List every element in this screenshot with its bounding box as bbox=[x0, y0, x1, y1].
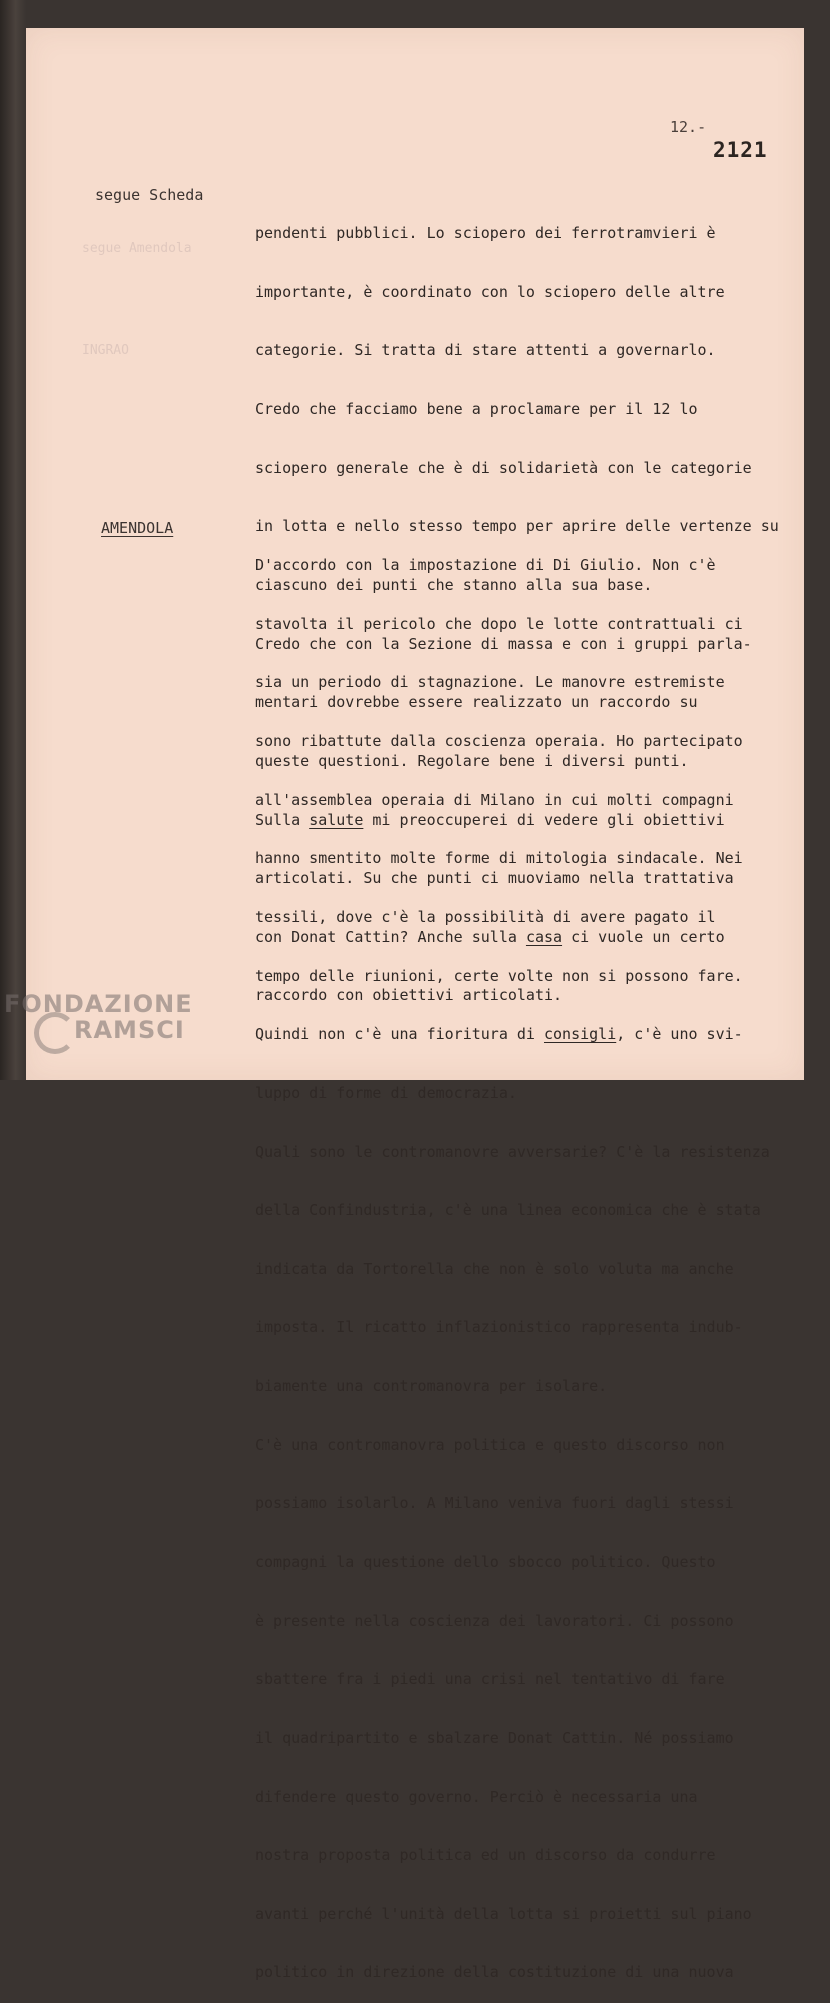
text-line: categorie. Si tratta di stare attenti a governarlo. bbox=[255, 341, 716, 360]
text-line: biamente una contromanovra per isolare. bbox=[255, 1377, 608, 1396]
text-line: Quali sono le contromanovre avversarie? C'è la resistenza bbox=[255, 1142, 770, 1161]
text-line: pendenti pubblici. Lo sciopero dei ferrotramvieri è bbox=[255, 224, 716, 243]
document-number: 2121 bbox=[713, 138, 768, 162]
text-line: in lotta e nello stesso tempo per aprire delle vertenze su bbox=[255, 517, 779, 536]
text-line: della Confindustria, c'è una linea economica che è stata bbox=[255, 1201, 761, 1220]
text-line: luppo di forme di democrazia. bbox=[255, 1083, 517, 1102]
page-number: 12.- bbox=[670, 118, 707, 136]
underlined-word: consigli bbox=[543, 1025, 617, 1044]
text-line: politico in direzione della costituzione di una nuova bbox=[255, 1963, 734, 1982]
watermark-line-2: RAMSCI bbox=[74, 1016, 185, 1044]
text-line: imposta. Il ricatto inflazionistico rappresenta indub- bbox=[255, 1318, 743, 1337]
text-line: tempo delle riunioni, certe volte non si possono fare. bbox=[255, 966, 743, 985]
text-line: importante, è coordinato con lo sciopero delle altre bbox=[255, 282, 725, 301]
text-line: è presente nella coscienza dei lavoratori. Ci possono bbox=[255, 1611, 734, 1630]
text-line: sciopero generale che è di solidarietà con le categorie bbox=[255, 458, 752, 477]
text-line: queste questioni. Regolare bene i diversi punti. bbox=[255, 751, 689, 770]
text-line-salute: Sulla salute mi preoccuperei di vedere gli obiettivi bbox=[255, 810, 725, 829]
speaker-name-amendola: AMENDOLA bbox=[101, 519, 174, 537]
text-line-consigli: Quindi non c'è una fioritura di consigli, c'è uno svi- bbox=[255, 1025, 743, 1044]
text-line: il quadripartito e sbalzare Donat Cattin. Né possiamo bbox=[255, 1728, 734, 1747]
text-line: compagni la questione dello sbocco politico. Questo bbox=[255, 1552, 716, 1571]
text-line: sbattere fra i piedi una crisi nel tentativo di fare bbox=[255, 1670, 725, 1689]
text-line-casa: con Donat Cattin? Anche sulla casa ci vuole un certo bbox=[255, 927, 725, 946]
text-line: stavolta il pericolo che dopo le lotte contrattuali ci bbox=[255, 614, 743, 633]
margin-label-segue-scheda: segue Scheda bbox=[95, 186, 204, 204]
text-line: raccordo con obiettivi articolati. bbox=[255, 986, 563, 1005]
text-line: possiamo isolarlo. A Milano veniva fuori dagli stessi bbox=[255, 1494, 734, 1513]
text-line: D'accordo con la impostazione di Di Giulio. Non c'è bbox=[255, 556, 716, 575]
text-line: sia un periodo di stagnazione. Le manovre estremiste bbox=[255, 673, 725, 692]
text-line: C'è una contromanovra politica e questo discorso non bbox=[255, 1435, 725, 1454]
g-logo-icon bbox=[34, 1012, 76, 1054]
text-line: hanno smentito molte forme di mitologia sindacale. Nei bbox=[255, 849, 743, 868]
text-block-2 bbox=[255, 517, 770, 2003]
text-line: difendere questo governo. Perciò è necessaria una bbox=[255, 1787, 698, 1806]
text-line: Credo che con la Sezione di massa e con i gruppi parla- bbox=[255, 634, 752, 653]
text-line: avanti perché l'unità della lotta si proietti sul piano bbox=[255, 1904, 752, 1923]
text-line: articolati. Su che punti ci muoviamo nella trattativa bbox=[255, 869, 734, 888]
text-line: sono ribattute dalla coscienza operaia. Ho partecipato bbox=[255, 732, 743, 751]
underlined-word: casa bbox=[525, 927, 563, 946]
text-line: nostra proposta politica ed un discorso da condurre bbox=[255, 1846, 716, 1865]
watermark-line-1: FONDAZIONE bbox=[4, 990, 193, 1018]
text-line: mentari dovrebbe essere realizzato un raccordo su bbox=[255, 693, 698, 712]
text-line: all'assemblea operaia di Milano in cui molti compagni bbox=[255, 790, 734, 809]
underlined-word: salute bbox=[309, 810, 364, 829]
text-line: Credo che facciamo bene a proclamare per il 12 lo bbox=[255, 400, 698, 419]
text-line: ciascuno dei punti che stanno alla sua base. bbox=[255, 575, 653, 594]
fondazione-gramsci-watermark bbox=[4, 990, 193, 1044]
binder-spine bbox=[0, 0, 26, 1080]
bleed-through: segue Amendola INGRAO bbox=[82, 240, 192, 358]
text-line: indicata da Tortorella che non è solo voluta ma anche bbox=[255, 1259, 734, 1278]
text-line: tessili, dove c'è la possibilità di avere pagato il bbox=[255, 907, 716, 926]
